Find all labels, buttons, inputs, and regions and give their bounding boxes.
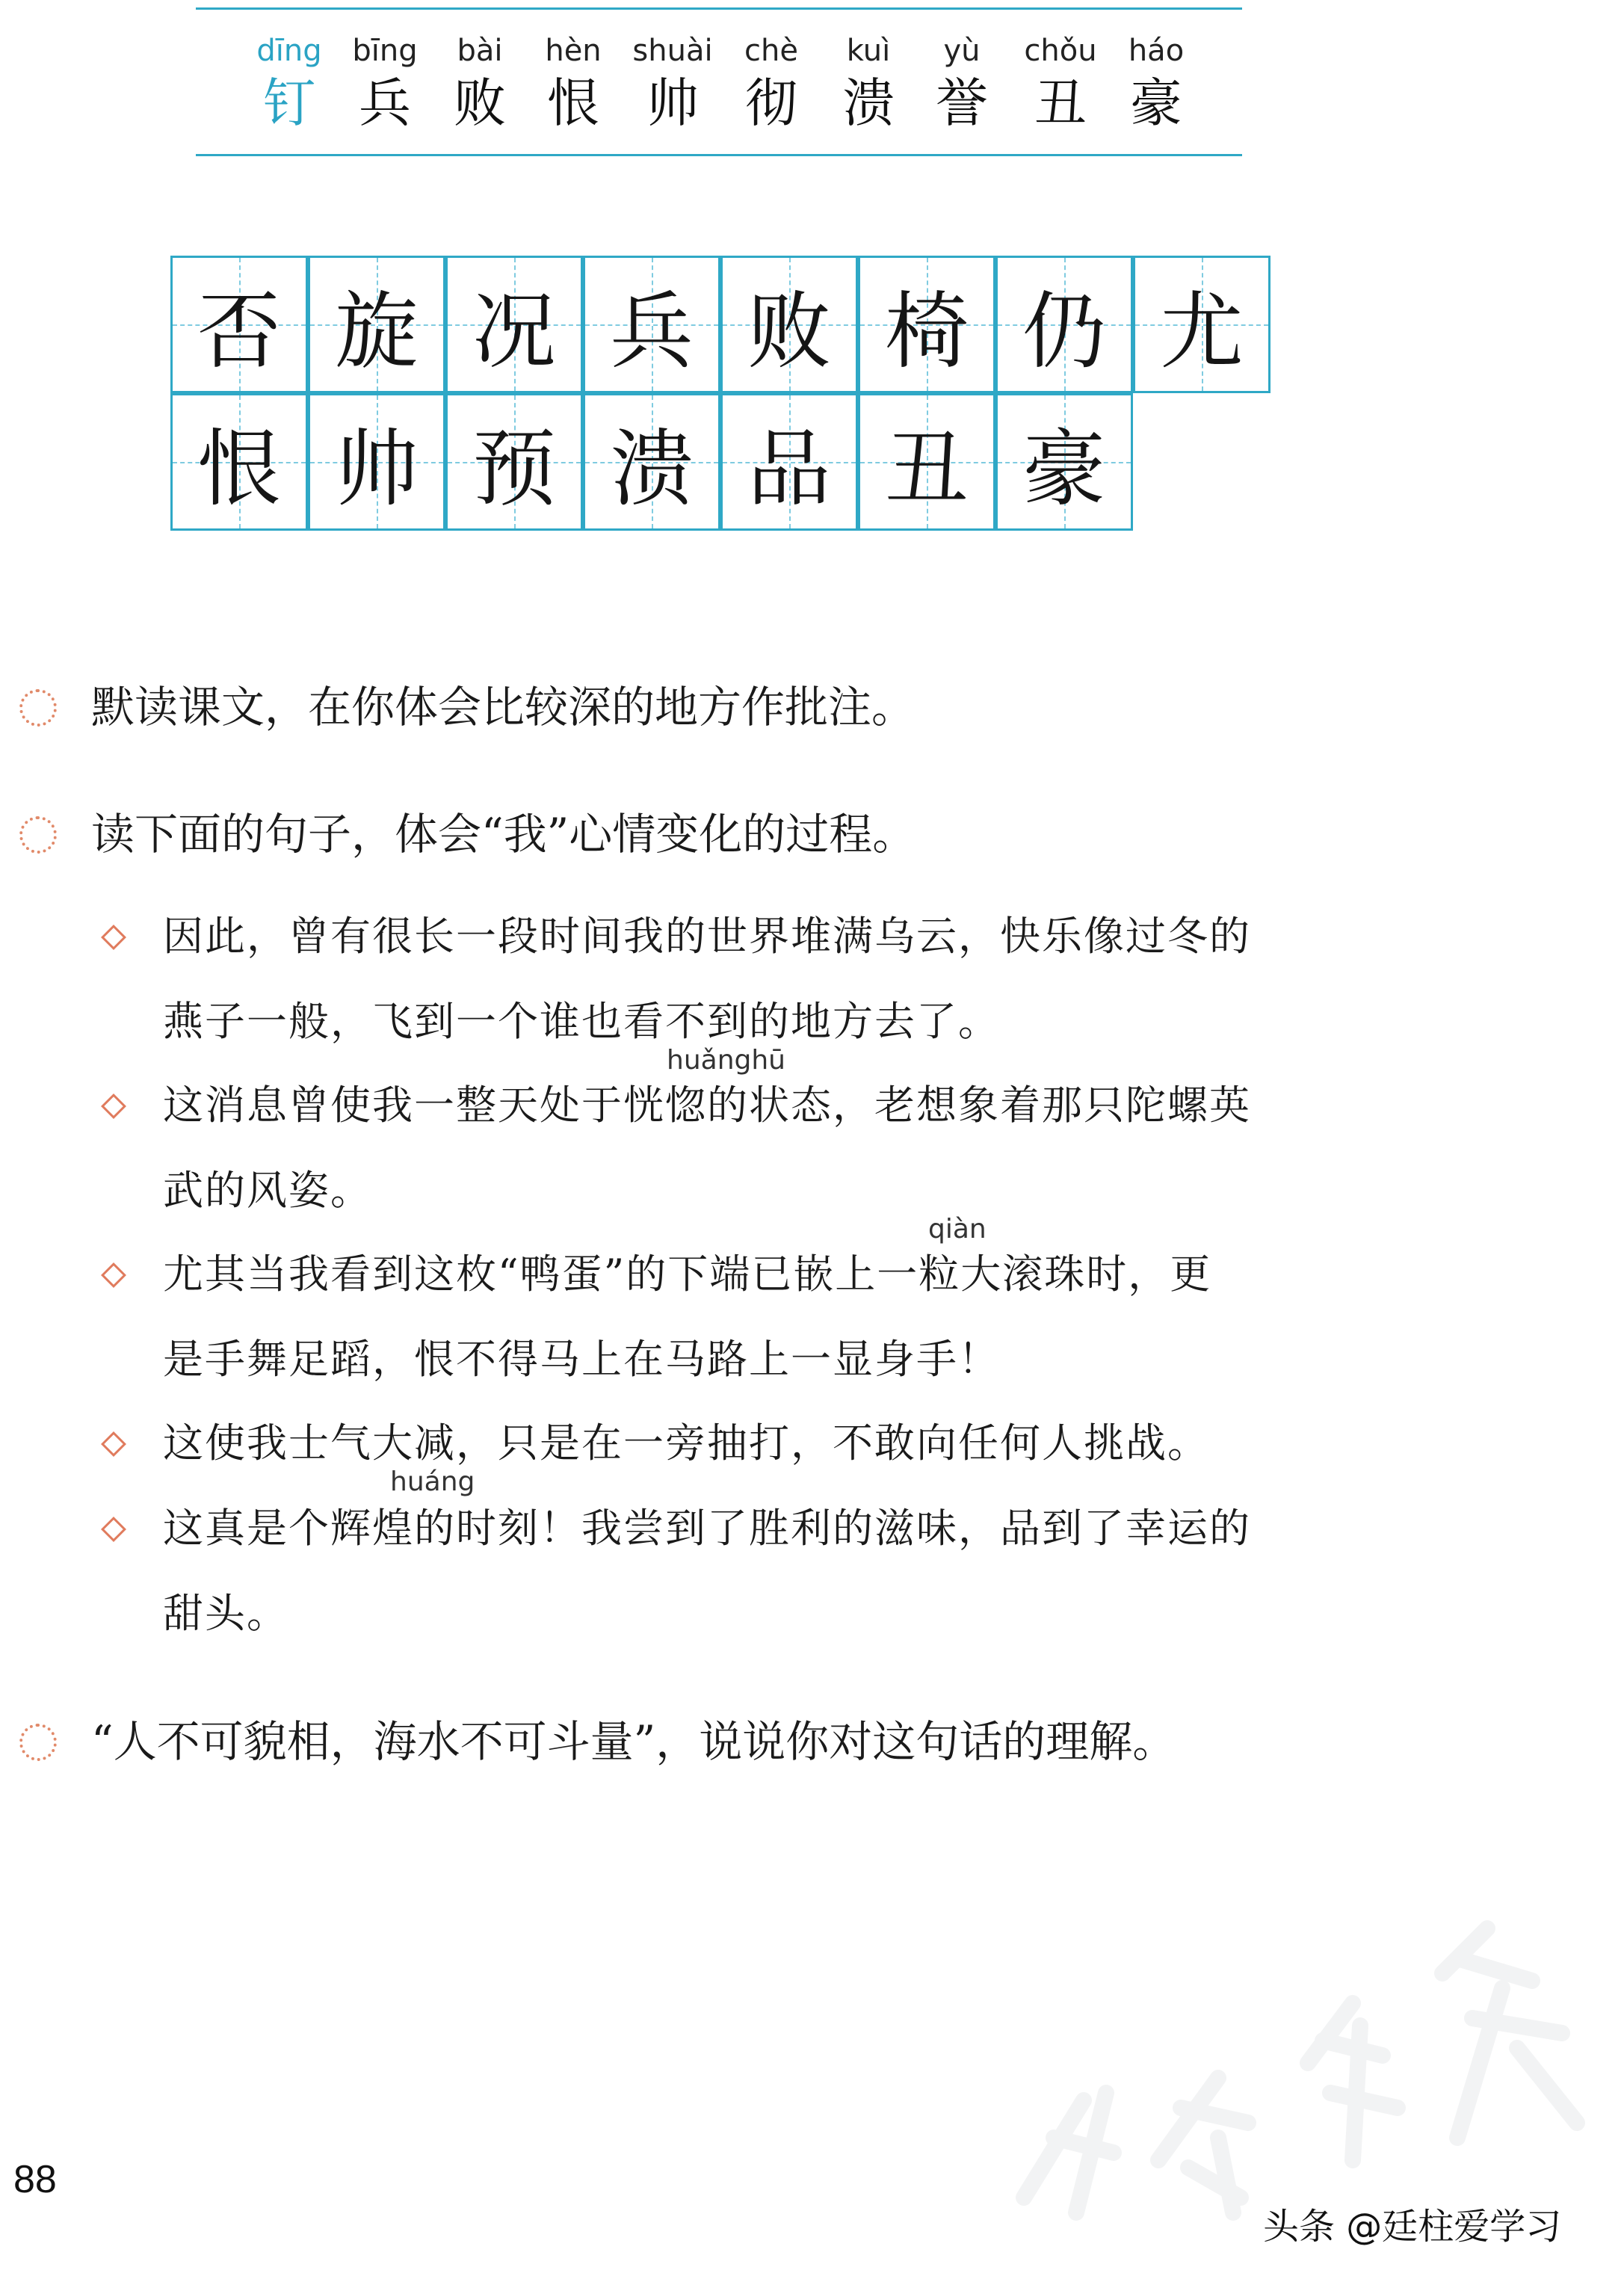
vocab-pinyin: shuài: [632, 34, 713, 68]
vocab-pinyin: chè: [744, 34, 798, 68]
grid-char: 否: [197, 283, 281, 380]
grid-cell: [858, 393, 995, 531]
vocab-hanzi: 豪: [1130, 73, 1182, 134]
grid-char: 况: [472, 283, 556, 380]
vocab-bottom-rule: [196, 154, 1242, 156]
vocab-pinyin: háo: [1128, 34, 1185, 68]
grid-cell: [308, 256, 445, 393]
grid-cell: [995, 393, 1133, 531]
grid-char: 帅: [335, 420, 419, 518]
vocab-hanzi: 恨: [547, 73, 599, 134]
sentence-1-line-2: 燕子一般，飞到一个谁也看不到的地方去了。: [163, 998, 1000, 1045]
vocab-hanzi: 溃: [842, 73, 895, 134]
pinyin-annotation: qiàn: [928, 1214, 987, 1245]
sentence-2-line-1: 这消息曾使我一整天处于恍惚的状态，老想象着那只陀螺英: [163, 1082, 1251, 1129]
grid-cell: [995, 256, 1133, 393]
vocab-pinyin: hèn: [545, 34, 602, 68]
vocab-hanzi: 帅: [646, 73, 699, 134]
vocab-item: [525, 30, 622, 135]
vocab-hanzi: 丑: [1034, 73, 1087, 134]
bullet-diamond-icon: [101, 925, 126, 950]
bullet-diamond-icon: [101, 1094, 126, 1119]
grid-char: 丑: [885, 420, 969, 518]
grid-cell: [170, 393, 308, 531]
vocab-pinyin: chǒu: [1024, 34, 1097, 68]
grid-char: 旋: [335, 283, 419, 380]
pinyin-annotation: huǎnghū: [667, 1045, 785, 1076]
vocab-item: [624, 30, 721, 135]
grid-char: 恨: [197, 420, 281, 518]
vocab-hanzi: 彻: [745, 73, 797, 134]
vocab-hanzi: 败: [454, 73, 506, 134]
grid-char: 败: [747, 283, 831, 380]
grid-cell: [583, 393, 720, 531]
task-2-text: 读下面的句子，体会“我”心情变化的过程。: [91, 809, 916, 860]
bullet-diamond-icon: [101, 1431, 126, 1457]
grid-cell: [445, 393, 583, 531]
vocab-item: [820, 30, 917, 135]
vocab-pinyin: bīng: [352, 34, 418, 68]
vocab-top-rule: [196, 7, 1242, 10]
sentence-4-line-1: 这使我士气大减，只是在一旁抽打，不敢向任何人挑战。: [163, 1419, 1209, 1467]
vocab-pinyin: dīng: [256, 34, 322, 68]
grid-char: 仍: [1022, 283, 1106, 380]
task-1-text: 默读课文，在你体会比较深的地方作批注。: [91, 682, 916, 733]
bullet-diamond-icon: [101, 1262, 126, 1288]
vocab-item: [1108, 30, 1205, 135]
sentence-5-line-2: 甜头。: [163, 1590, 288, 1637]
task-marker-icon: [19, 1724, 57, 1761]
vocab-pinyin: bài: [457, 34, 503, 68]
grid-cell: [445, 256, 583, 393]
grid-char: 尤: [1160, 283, 1244, 380]
sentence-3-line-1: 尤其当我看到这枚“鸭蛋”的下端已嵌上一粒大滚珠时，更: [163, 1251, 1212, 1298]
vocab-item: [336, 30, 433, 135]
vocab-hanzi: 钉: [263, 73, 315, 134]
vocab-pinyin: yù: [943, 34, 981, 68]
vocab-item: [241, 30, 338, 135]
sentence-5-line-1: 这真是个辉煌的时刻！我尝到了胜利的滋味，品到了幸运的: [163, 1505, 1251, 1552]
vocab-pinyin: kuì: [846, 34, 891, 68]
watermark-logo: [994, 1914, 1592, 2227]
grid-cell: [308, 393, 445, 531]
pinyin-annotation: huáng: [390, 1467, 475, 1497]
grid-char: 溃: [610, 420, 694, 518]
vocab-hanzi: 兵: [359, 73, 411, 134]
grid-cell: [170, 256, 308, 393]
grid-cell: [720, 393, 858, 531]
source-credit: 头条 @廷柱爱学习: [1263, 2206, 1562, 2248]
task-marker-icon: [19, 689, 57, 727]
vocab-item: [431, 30, 528, 135]
task-marker-icon: [19, 816, 57, 854]
grid-cell: [858, 256, 995, 393]
grid-cell: [583, 256, 720, 393]
vocab-item: [1012, 30, 1109, 135]
bullet-diamond-icon: [101, 1517, 126, 1542]
sentence-1-line-1: 因此，曾有很长一段时间我的世界堆满乌云，快乐像过冬的: [163, 913, 1251, 960]
vocab-hanzi: 誉: [936, 73, 988, 134]
grid-char: 豪: [1022, 420, 1106, 518]
grid-char: 预: [472, 420, 556, 518]
grid-cell: [720, 256, 858, 393]
grid-char: 品: [747, 420, 831, 518]
task-3-text: “人不可貌相，海水不可斗量”，说说你对这句话的理解。: [91, 1716, 1176, 1767]
grid-char: 兵: [610, 283, 694, 380]
page-number: 88: [13, 2158, 57, 2201]
sentence-3-line-2: 是手舞足蹈，恨不得马上在马路上一显身手！: [163, 1336, 1000, 1383]
sentence-2-line-2: 武的风姿。: [163, 1167, 372, 1214]
vocab-list: [196, 30, 1242, 149]
vocab-item: [723, 30, 820, 135]
vocab-item: [913, 30, 1010, 135]
grid-char: 椅: [885, 283, 969, 380]
grid-cell: [1133, 256, 1271, 393]
